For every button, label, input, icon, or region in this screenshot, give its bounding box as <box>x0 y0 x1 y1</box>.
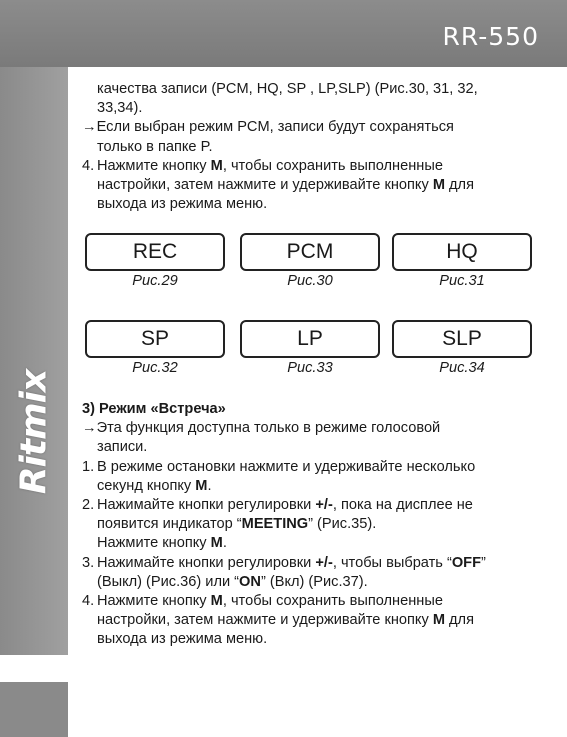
step-number: 4. <box>82 157 95 174</box>
note-line: записи. <box>97 439 148 456</box>
sidebar-footer-band <box>0 682 68 737</box>
key-plus-minus: +/- <box>315 497 333 514</box>
key-m: M <box>432 612 445 629</box>
step-text: выхода из режима меню. <box>97 196 268 213</box>
figure-caption: Рис.31 <box>439 273 485 289</box>
step-4b <box>82 592 537 650</box>
step-text: ” <box>481 554 486 571</box>
lcd-display-hq: HQ <box>392 233 532 271</box>
step-4 <box>82 157 537 215</box>
note-line: →Если выбран режим PCM, записи будут сохраняться <box>82 119 454 136</box>
step-text: ” (Рис.35). <box>308 516 377 533</box>
step-1 <box>82 458 537 496</box>
step-text: , пока на дисплее не <box>332 497 473 514</box>
indicator-meeting: MEETING <box>241 516 309 533</box>
step-3 <box>82 554 537 592</box>
step-number: 1. <box>82 458 95 475</box>
step-text: настройки, затем нажмите и удерживайте кнопку <box>97 177 433 194</box>
step-text: ” (Вкл) (Рис.37). <box>260 573 368 590</box>
step-text: для <box>444 177 474 194</box>
top-text <box>82 80 537 214</box>
step-text: , чтобы выбрать “ <box>332 554 452 571</box>
step-text: секунд кнопку <box>97 477 196 494</box>
lcd-display-slp: SLP <box>392 320 532 358</box>
text-line: 33,34). <box>97 100 143 117</box>
figure-row-2 <box>82 320 537 384</box>
model-name: RR-550 <box>442 22 539 51</box>
key-m: M <box>210 535 223 552</box>
step-text: Нажимайте кнопки регулировки <box>97 554 316 571</box>
lcd-display-sp: SP <box>85 320 225 358</box>
key-m: M <box>432 177 445 194</box>
figure-caption: Рис.34 <box>439 360 485 376</box>
step-text: выхода из режима меню. <box>97 631 268 648</box>
step-number: 2. <box>82 497 95 514</box>
step-text: Нажмите кнопку <box>97 535 211 552</box>
lcd-display-lp: LP <box>240 320 380 358</box>
text-line: качества записи (PCM, HQ, SP , LP,SLP) (Рис.30, 31, 32, <box>97 81 478 97</box>
figure-caption: Рис.32 <box>132 360 178 376</box>
brand-logo: Ritmix <box>13 369 55 495</box>
step-2 <box>82 496 537 554</box>
option-off: OFF <box>451 554 481 571</box>
note-line: →Эта функция доступна только в режиме голосовой <box>82 420 441 437</box>
option-on: ON <box>239 573 261 590</box>
step-text: Нажмите кнопку <box>97 157 211 174</box>
lcd-display-rec: REC <box>85 233 225 271</box>
step-number: 3. <box>82 554 95 571</box>
figure-caption: Рис.30 <box>287 273 333 289</box>
lcd-display-pcm: PCM <box>240 233 380 271</box>
figure-caption: Рис.33 <box>287 360 333 376</box>
step-text: Нажмите кнопку <box>97 593 211 610</box>
step-number: 4. <box>82 593 95 610</box>
key-plus-minus: +/- <box>315 554 333 571</box>
note-line: только в папке P. <box>97 138 213 155</box>
step-text: , чтобы сохранить выполненные <box>222 157 443 174</box>
figure-row-1 <box>82 233 537 297</box>
section-heading: 3) Режим «Встреча» <box>82 401 226 417</box>
sidebar-band <box>0 67 68 655</box>
figure-caption: Рис.29 <box>132 273 178 289</box>
step-text: . <box>207 477 212 494</box>
key-m: M <box>210 157 223 174</box>
step-text: настройки, затем нажмите и удерживайте кнопку <box>97 612 433 629</box>
key-m: M <box>210 593 223 610</box>
step-text: Нажимайте кнопки регулировки <box>97 497 316 514</box>
page-header <box>0 0 567 67</box>
step-text: В режиме остановки нажмите и удерживайте несколько <box>97 458 476 475</box>
step-text: , чтобы сохранить выполненные <box>222 593 443 610</box>
step-text: появится индикатор “ <box>97 516 242 533</box>
meeting-section <box>82 400 537 650</box>
step-text: . <box>222 535 227 552</box>
key-m: M <box>195 477 208 494</box>
step-text: для <box>444 612 474 629</box>
step-text: (Выкл) (Рис.36) или “ <box>97 573 240 590</box>
